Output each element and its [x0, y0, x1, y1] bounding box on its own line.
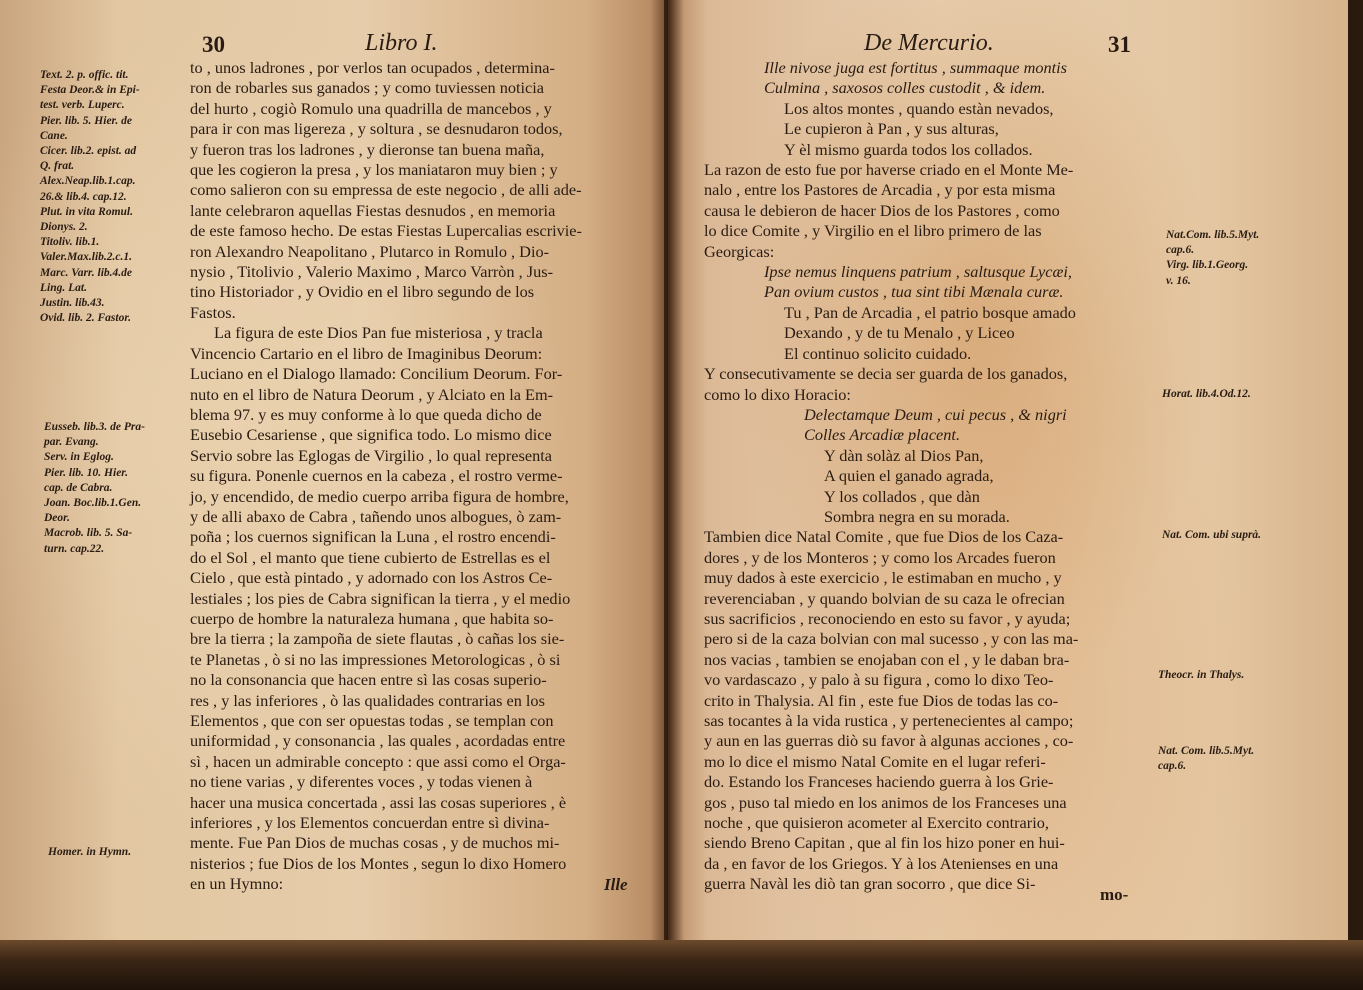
text-line: Y los collados , que dàn — [824, 486, 980, 506]
running-head-left: Libro I. — [365, 30, 438, 56]
margin-notes-right-d — [1158, 668, 1244, 683]
margin-note-line: Horat. lib.4.Od.12. — [1162, 388, 1251, 400]
margin-note-line: Plut. in vita Romul. — [40, 205, 133, 218]
text-line: blema 97. y es muy conforme à lo que queda dicho de — [190, 404, 542, 424]
margin-note-line: Macrob. lib. 5. Sa- — [44, 527, 133, 540]
text-line: Ipse nemus linquens patrium , saltusque Lycæi, — [764, 262, 1072, 282]
margin-note-line: par. Evang. — [44, 436, 99, 449]
margin-notes-left-top — [40, 68, 140, 326]
text-line: Pan ovium custos , tua sint tibi Mænala curæ. — [764, 282, 1064, 302]
margin-note-line: test. verb. Luperc. — [40, 99, 125, 112]
text-line: no la consonancia que hacen entre sì las cosas superio- — [190, 670, 547, 690]
text-line: no tiene varias , y diferentes voces , y todas vienen à — [190, 772, 533, 792]
page-number-right: 31 — [1108, 32, 1131, 57]
text-line: do. Estando los Franceses haciendo guerra à los Grie- — [704, 772, 1054, 792]
text-line: res , y las inferiores , ò las qualidades contrarias en los — [190, 690, 545, 710]
page-number-left: 30 — [202, 32, 225, 57]
text-line: en un Hymno: — [190, 874, 284, 894]
margin-note-line: Ovid. lib. 2. Fastor. — [40, 312, 132, 325]
text-line: Culmina , saxosos colles custodit , & idem. — [764, 78, 1046, 98]
text-line: cuerpo de hombre la naturaleza humana , que habita so- — [190, 608, 554, 628]
left-page — [0, 0, 664, 950]
margin-notes-left-middle — [44, 420, 145, 557]
margin-note-line: Homer. in Hymn. — [48, 846, 132, 858]
margin-notes-right-c — [1162, 528, 1261, 543]
left-body-text — [190, 58, 582, 895]
margin-note-line: cap.6. — [1158, 760, 1187, 773]
text-line: noche , que quisieron acometer al Exercito contrario, — [704, 813, 1049, 833]
margin-note-line: Festa Deor.& in Epi- — [40, 84, 140, 97]
right-body-text — [704, 58, 1078, 895]
text-line: sus sacrificios , reconociendo en esto su favor , y ayuda; — [704, 608, 1071, 628]
margin-note-line: Valer.Max.lib.2.c.1. — [40, 251, 133, 264]
text-line: ron de robarles sus ganados ; y como tuviessen noticia — [190, 78, 545, 98]
margin-note-line: Cicer. lib.2. epist. ad — [40, 145, 137, 158]
book-bottom-edge — [0, 940, 1363, 990]
margin-note-line: Eusseb. lib.3. de Pra- — [44, 421, 145, 433]
text-line: Fastos. — [190, 302, 236, 322]
text-line: gos , puso tal miedo en los animos de los Franceses una — [704, 792, 1067, 812]
text-line: El continuo solicito cuidado. — [784, 343, 972, 363]
margin-notes-right-e — [1158, 744, 1254, 774]
text-line: Ille nivose juga est fortitus , summaque montis — [764, 58, 1067, 77]
margin-note-line: Pier. lib. 5. Hier. de — [40, 114, 132, 127]
text-line: La figura de este Dios Pan fue misteriosa , y tracla — [214, 323, 543, 343]
margin-note-line: Ling. Lat. — [40, 281, 87, 294]
margin-note-line: Deor. — [44, 512, 70, 525]
text-line: nysio , Titolivio , Valerio Maximo , Marco Varròn , Jus- — [190, 262, 554, 282]
margin-note-line: Nat. Com. ubi suprà. — [1162, 529, 1262, 541]
text-line: vo vardascazo , y palo à su figura , como lo dixo Teo- — [704, 670, 1054, 690]
running-head-right: De Mercurio. — [864, 30, 994, 56]
text-line: lestiales ; los pies de Cabra significan la tierra , y el medio — [190, 588, 571, 608]
text-line: reverenciaban , y quando bolvian de su caza le ofrecian — [704, 588, 1065, 608]
text-line: Eusebio Cesariense , que significa todo. Lo mismo dice — [190, 425, 552, 445]
text-line: mo lo dice el mismo Natal Comite en el lugar referi- — [704, 751, 1046, 771]
text-line: pero si de la caza bolvian con mal sucesso , y con las ma- — [704, 629, 1079, 649]
text-line: Y consecutivamente se decia ser guarda de los ganados, — [704, 364, 1068, 384]
text-line: da , en favor de los Griegos. Y à los Atenienses en una — [704, 853, 1059, 873]
margin-note-line: 26.& lib.4. cap.12. — [40, 190, 127, 203]
margin-note-line: Serv. in Eglog. — [44, 451, 114, 464]
margin-notes-right-a — [1166, 228, 1259, 289]
margin-notes-right-b — [1162, 387, 1251, 402]
margin-note-line: cap.6. — [1166, 244, 1195, 257]
text-line: to , unos ladrones , por verlos tan ocupados , determina- — [190, 58, 555, 77]
catchword-right: mo- — [1100, 885, 1129, 904]
text-line: lante celebraron aquellas Fiestas desnudos , en memoria — [190, 200, 556, 220]
text-line: Elementos , que con ser opuestas todas , se templan con — [190, 711, 554, 730]
text-line: uniformidad , y consonancia , las quales , acordadas entre — [190, 731, 566, 751]
text-line: Luciano en el Dialogo llamado: Concilium Deorum. For- — [190, 364, 563, 384]
text-line: y aun en las guerras diò su favor à algunas acciones , co- — [704, 731, 1074, 751]
text-line: nuto en el libro de Natura Deorum , y Alciato en la Em- — [190, 384, 554, 404]
text-line: Tambien dice Natal Comite , que fue Dios de los Caza- — [704, 527, 1064, 547]
text-line: La razon de esto fue por haverse criado en el Monte Me- — [704, 160, 1074, 180]
text-line: hacer una musica concertada , assi las cosas superiores , è — [190, 792, 567, 812]
text-line: Colles Arcadiæ placent. — [804, 425, 961, 445]
margin-note-line: cap. de Cabra. — [44, 481, 113, 494]
text-line: sas tocantes à la vida rustica , y pertenecientes al campo; — [704, 711, 1074, 730]
text-line: Sombra negra en su morada. — [824, 506, 1010, 526]
text-line: Vincencio Cartario en el libro de Imaginibus Deorum: — [190, 343, 543, 363]
text-line: de este famoso hecho. De estas Fiestas Lupercalias escrivie- — [190, 221, 582, 241]
margin-note-line: Nat.Com. lib.5.Myt. — [1166, 229, 1260, 241]
text-line: tino Historiador , y Ovidio en el libro segundo de los — [190, 282, 535, 302]
text-line: dores , y de los Monteros ; y como los Arcades fueron — [704, 547, 1056, 567]
text-line: do el Sol , el manto que tiene cubierto de Estrellas es el — [190, 547, 551, 567]
text-line: muy dados à este exercicio , le estimaban en mucho , y — [704, 568, 1062, 588]
text-line: Georgicas: — [704, 241, 775, 261]
margin-note-line: Virg. lib.1.Georg. — [1166, 259, 1249, 272]
margin-note-line: Alex.Neap.lib.1.cap. — [40, 175, 136, 188]
margin-note-line: v. 16. — [1166, 274, 1191, 287]
text-line: y de alli abaxo de Cabra , tañendo unos albogues, ò zam- — [190, 506, 562, 526]
margin-note-line: Theocr. in Thalys. — [1158, 669, 1245, 681]
text-line: jo, y encendido, de medio cuerpo arriba figura de hombre, — [190, 486, 569, 506]
text-line: Servio sobre las Eglogas de Virgilio , lo qual representa — [190, 445, 552, 465]
margin-notes-left-bottom — [48, 845, 131, 860]
text-line: sì , hacen un admirable concepto : que assi como el Orga- — [190, 751, 566, 771]
text-line: crito in Thalysia. Al fin , este fue Dios de todas las co- — [704, 690, 1059, 710]
text-line: inferiores , y los Elementos concuerdan entre sì divina- — [190, 813, 550, 833]
text-line: Cielo , que està pintado , y adornado con los Astros Ce- — [190, 568, 553, 588]
text-line: Dexando , y de tu Menalo , y Liceo — [784, 323, 1015, 343]
margin-note-line: Joan. Boc.lib.1.Gen. — [44, 497, 142, 510]
text-line: guerra Navàl les diò tan gran socorro , que dice Si- — [704, 874, 1036, 894]
margin-note-line: turn. cap.22. — [44, 542, 105, 555]
text-line: mente. Fue Pan Dios de muchas cosas , y de muchos mi- — [190, 833, 560, 853]
text-line: lo dice Comite , y Virgilio en el libro primero de las — [704, 221, 1042, 241]
text-line: Le cupieron à Pan , y sus alturas, — [784, 119, 999, 139]
text-line: Delectamque Deum , cui pecus , & nigri — [804, 404, 1067, 424]
text-line: poña ; los cuernos significan la Luna , el rostro encendi- — [190, 527, 556, 547]
text-line: para ir con mas ligereza , y soltura , se desnudaron todos, — [190, 119, 563, 139]
text-line: y fueron tras los ladrones , y dieronse tan buena maña, — [190, 139, 545, 159]
text-line: nos vacias , tambien se enojaban con el , y le daban bra- — [704, 649, 1070, 669]
margin-note-line: Pier. lib. 10. Hier. — [44, 466, 129, 479]
text-line: Y èl mismo guarda todos los collados. — [784, 139, 1033, 159]
margin-note-line: Cane. — [40, 129, 68, 142]
margin-note-line: Q. frat. — [40, 160, 75, 173]
text-line: A quien el ganado agrada, — [824, 466, 994, 486]
text-line: su figura. Ponenle cuernos en la cabeza , el rostro verme- — [190, 466, 563, 486]
margin-note-line: Dionys. 2. — [40, 221, 88, 234]
text-line: ron Alexandro Neapolitano , Plutarco in Romulo , Dio- — [190, 241, 550, 261]
text-line: que les cogieron la presa , y los maniataron muy bien ; y — [190, 160, 558, 180]
margin-note-line: Titoliv. lib.1. — [40, 236, 100, 249]
text-line: Y dàn solàz al Dios Pan, — [824, 445, 984, 465]
text-line: Los altos montes , quando estàn nevados, — [784, 98, 1054, 118]
margin-note-line: Nat. Com. lib.5.Myt. — [1158, 745, 1255, 757]
text-line: nisterios ; fue Dios de los Montes , segun lo dixo Homero — [190, 853, 567, 873]
text-line: nalo , entre los Pastores de Arcadia , y por esta misma — [704, 180, 1056, 200]
text-line: te Planetas , ò si no las impressiones Metorologicas , ò si — [190, 649, 561, 669]
text-line: del hurto , cogiò Romulo una quadrilla de mancebos , y — [190, 98, 552, 118]
text-line: causa le debieron de hacer Dios de los Pastores , como — [704, 200, 1060, 220]
text-line: como salieron con su empressa de este negocio , de alli ade- — [190, 180, 582, 200]
book-gutter — [650, 0, 684, 950]
margin-note-line: Text. 2. p. offic. tit. — [40, 69, 129, 81]
margin-note-line: Marc. Varr. lib.4.de — [40, 266, 133, 279]
catchword-left: Ille — [604, 875, 628, 894]
text-line: Tu , Pan de Arcadia , el patrio bosque amado — [784, 302, 1076, 322]
text-line: bre la tierra ; la zampoña de siete flautas , ò cañas los sie- — [190, 629, 565, 649]
text-line: como lo dixo Horacio: — [704, 384, 851, 404]
margin-note-line: Justin. lib.43. — [40, 297, 105, 310]
text-line: siendo Breno Capitan , que al fin los hizo poner en hui- — [704, 833, 1065, 853]
right-page — [668, 0, 1348, 945]
